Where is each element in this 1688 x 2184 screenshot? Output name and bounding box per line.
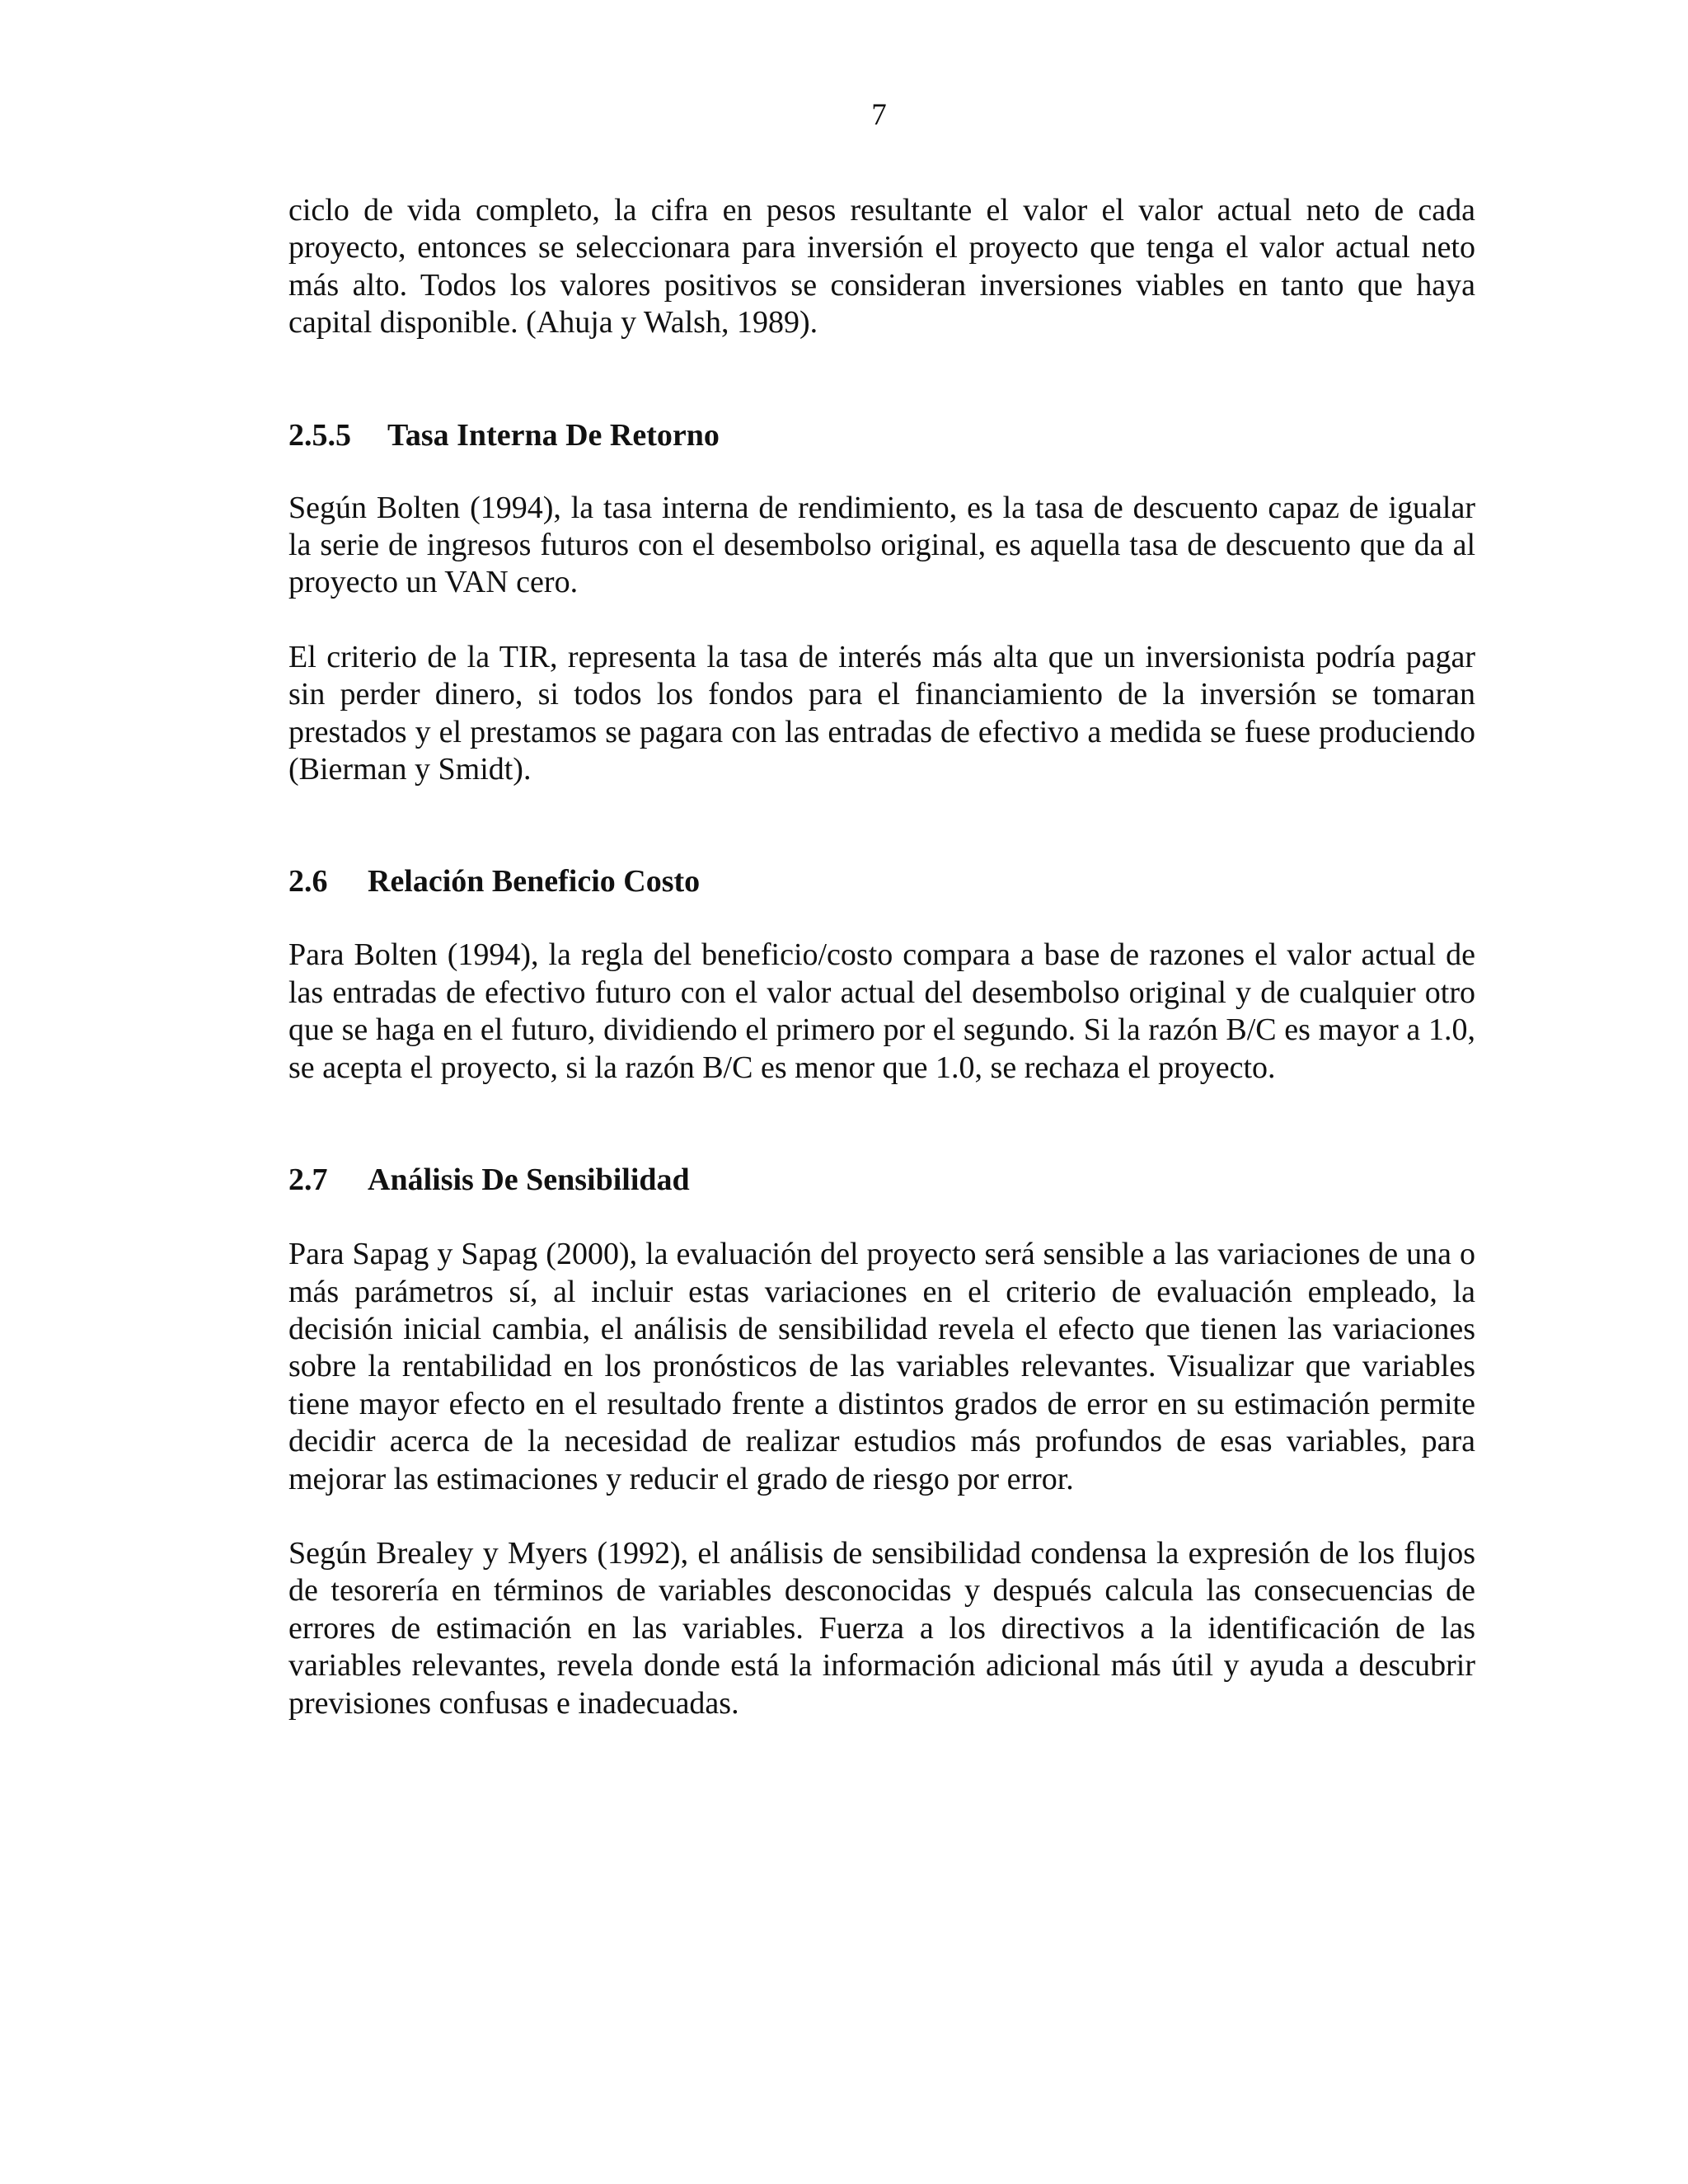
section-heading-2-5-5 — [288, 417, 1475, 454]
paragraph-tir-criterion: El criterio de la TIR, representa la tasa de interés más alta que un inversionista podría pagar sin perder dinero, si todos los fondos para el financiamiento de la inversión se tomaran prestados y el prestamos se pagara con las entradas de efectivo a medida se fuese produciendo (Bierman y Smidt). — [288, 639, 1475, 787]
paragraph-sensitivity-sapag: Para Sapag y Sapag (2000), la evaluación del proyecto será sensible a las variaciones de una o más parámetros sí, al incluir estas variaciones en el criterio de evaluación empleado, la decisión inicial cambia, el análisis de sensibilidad revela el efecto que tienen las variaciones sobre la rentabilidad en los pronósticos de las variables relevantes. Visualizar que variables tiene mayor efecto en el resultado frente a distintos grados de error en su estimación permite decidir acerca de la necesidad de realizar estudios más profundos de esas variables, para mejorar las estimaciones y reducir el grado de riesgo por error. — [288, 1237, 1475, 1496]
paragraph-sensitivity-brealey: Según Brealey y Myers (1992), el análisis de sensibilidad condensa la expresión de los flujos de tesorería en términos de variables desconocidas y después calcula las consecuencias de errores de estimación en las variables. Fuerza a los directivos a la identificación de las variables relevantes, revela donde está la información adicional más útil y ayuda a descubrir previsiones confusas e inadecuadas. — [288, 1535, 1475, 1721]
page-number: 7 — [871, 98, 887, 132]
section-number: 2.6 — [288, 864, 328, 899]
section-title: Análisis De Sensibilidad — [368, 1162, 690, 1198]
paragraph-tir-definition: Según Bolten (1994), la tasa interna de rendimiento, es la tasa de descuento capaz de igualar la serie de ingresos futuros con el desembolso original, es aquella tasa de descuento que da al proyecto un VAN cero. — [288, 490, 1475, 600]
intro-paragraph: ciclo de vida completo, la cifra en pesos resultante el valor el valor actual neto de cada proyecto, entonces se seleccionara para inversión el proyecto que tenga el valor actual neto más alto. Todos los valores positivos se consideran inversiones viables en tanto que haya capital disponible. (Ahuja y Walsh, 1989). — [288, 193, 1475, 341]
paragraph-benefit-cost: Para Bolten (1994), la regla del beneficio/costo compara a base de razones el valor actual de las entradas de efectivo futuro con el valor actual del desembolso original y de cualquier otro que se haga en el futuro, dividiendo el primero por el segundo. Si la razón B/C es mayor a 1.0, se acepta el proyecto, si la razón B/C es menor que 1.0, se rechaza el proyecto. — [288, 937, 1475, 1085]
section-number: 2.7 — [288, 1162, 328, 1198]
section-title: Tasa Interna De Retorno — [387, 417, 720, 453]
section-heading-2-6 — [288, 863, 1475, 900]
section-heading-2-7 — [288, 1162, 1475, 1199]
section-title: Relación Beneficio Costo — [368, 864, 701, 899]
section-number: 2.5.5 — [288, 417, 351, 453]
document-body — [288, 192, 1475, 1722]
